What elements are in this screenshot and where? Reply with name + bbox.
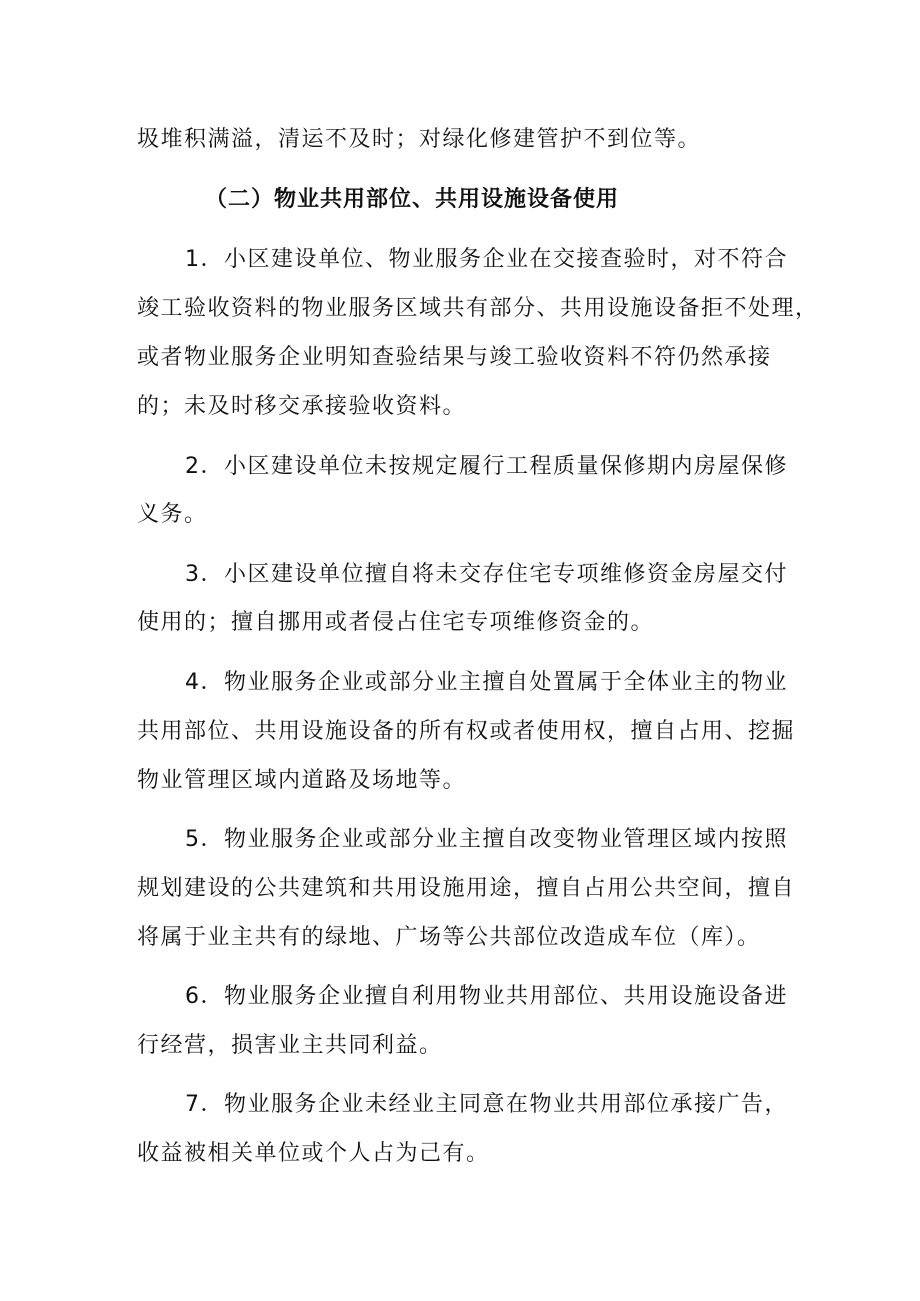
paragraph-line: 2．小区建设单位未按规定履行工程质量保修期内房屋保修 [185,454,788,479]
paragraph-line: 将属于业主共有的绿地、广场等公共部位改造成车位（库）。 [137,925,761,950]
paragraph-line: 的；未及时移交承接验收资料。 [137,394,467,419]
paragraph-line: 使用的；擅自挪用或者侵占住宅专项维修资金的。 [137,610,655,635]
paragraph-line: 1．小区建设单位、物业服务企业在交接查验时，对不符合 [185,247,788,272]
paragraph-line: 行经营，损害业主共同利益。 [137,1033,443,1058]
paragraph-line: 圾堆积满溢，清运不及时；对绿化修建管护不到位等。 [137,127,702,152]
paragraph-line: 7．物业服务企业未经业主同意在物业共用部位承接广告， [185,1092,788,1117]
paragraph-line: 规划建设的公共建筑和共用设施用途，擅自占用公共空间，擅自 [137,876,796,901]
paragraph-line: 共用部位、共用设施设备的所有权或者使用权，擅自占用、挖掘 [137,719,796,744]
paragraph-line: 收益被相关单位或个人占为己有。 [137,1141,490,1166]
section-heading: （二）物业共用部位、共用设施设备使用 [205,187,620,212]
paragraph-line: 竣工验收资料的物业服务区域共有部分、共用设施设备拒不处理， [137,296,819,321]
paragraph-line: 6．物业服务企业擅自利用物业共用部位、共用设施设备进 [185,984,788,1009]
paragraph-line: 3．小区建设单位擅自将未交存住宅专项维修资金房屋交付 [185,562,788,587]
paragraph-line: 义务。 [137,502,208,527]
paragraph-line: 或者物业服务企业明知查验结果与竣工验收资料不符仍然承接 [137,345,772,370]
paragraph-line: 4．物业服务企业或部分业主擅自处置属于全体业主的物业 [185,670,788,695]
paragraph-line: 5．物业服务企业或部分业主擅自改变物业管理区域内按照 [185,827,788,852]
paragraph-line: 物业管理区域内道路及场地等。 [137,768,467,793]
